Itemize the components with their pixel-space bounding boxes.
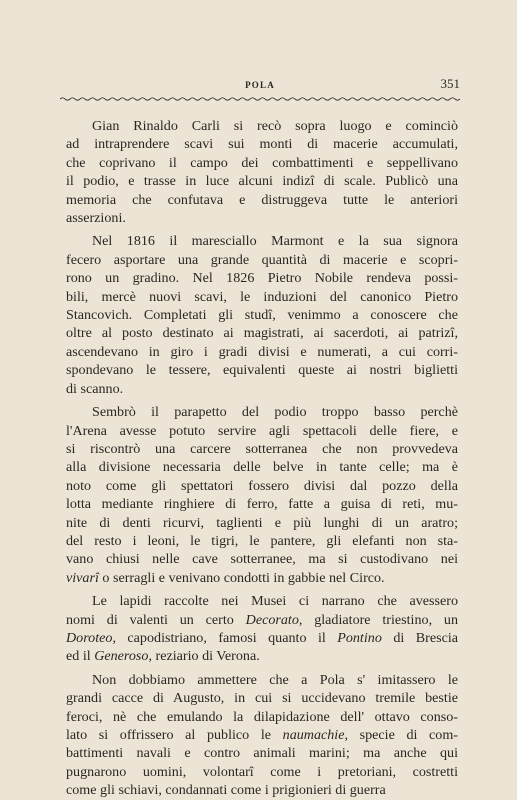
text-line: il podio, e trasse in luce alcuni indizî di scale. Publicò una [66,173,458,190]
text-line: ad intraprendere scavi sui monti di macerie accumulati, [66,136,458,153]
paragraph [66,403,458,587]
text-line: lotta mediante ringhiere di ferro, fatte a guisa di reti, mu- [66,496,458,513]
text-line: come gli schiavi, condannati come i prigionieri di guerra [66,782,386,799]
paragraph [66,671,458,800]
paragraph [66,117,458,227]
wavy-rule-ornament [60,95,460,103]
text-line: Non dobbiamo ammettere che a Pola s' imitassero le [92,671,458,688]
text-line: noto come gli spettatori fossero divisi dal pozzo della [66,477,458,494]
italic-term: Doroteo [66,629,113,646]
text-line: nite di denti ricurvi, taglienti e più lunghi di un aratro; [66,514,458,531]
text-line: oltre al posto destinato ai magistrati, ai sacerdoti, ai patrizî, [66,325,458,342]
text-line: del resto i leoni, le tigri, le pantere, gli elefanti non sta- [66,532,458,549]
text-line: grandi cacce di Augusto, in cui si uccidevano tremile bestie [66,690,458,707]
text-line [66,569,458,587]
text-line: si riscontrò una carcere sotterranea che non provvedeva [66,440,458,457]
text-line: feroci, nè che emulando la dilapidazione dell' ottavo conso- [66,708,458,725]
text-run: , reziario di Verona. [148,648,260,665]
text-line: battimenti navali e contro animali marini; ma anche qui [66,745,458,762]
text-line: vano chiusi nelle cave sotterranee, ma si custodivano nei [66,551,458,568]
italic-term: Pontino [337,629,382,646]
text-run: di Brescia [381,629,458,646]
text-line: Stancovich. Completati gli studî, venimmo a conoscere che [66,307,458,324]
text-line: spondevano le tessere, equivalenti queste ai nostri biglietti [66,362,458,379]
text-line [66,647,458,665]
text-run: lato si offrissero al publico le [66,727,283,743]
text-line: alla divisione necessaria delle belve in tante celle; ma è [66,459,458,476]
paragraph [66,232,458,398]
text-run: , gladiatore triestino, un [298,611,459,628]
text-line: Sembrò il parapetto del podio troppo basso perchè [92,404,458,421]
text-run: o serragli e venivano condotti in gabbie nel Circo. [98,569,385,586]
text-line: asserzioni. [66,210,126,227]
text-line: fecero asportare una grande quantità di macerie e scopri- [66,251,458,268]
text-line [66,726,458,744]
italic-term: Decorato [245,611,299,628]
italic-term: Generoso [94,648,149,665]
body-text [66,117,458,800]
running-head [60,76,460,96]
text-line: Nel 1816 il maresciallo Marmont e la sua signora [92,233,458,250]
text-line: che coprivano il campo dei combattimenti e seppellivano [66,154,458,171]
text-run: , specie di com- [344,727,459,743]
text-line [66,629,458,647]
text-line: Le lapidi raccolte nei Musei ci narrano che avessero [92,593,458,610]
text-line: rono un gradino. Nel 1826 Pietro Nobile rendeva possi- [66,270,458,287]
text-line: bili, mercè nuovi scavi, le induzioni del canonico Pietro [66,288,458,305]
text-line [66,611,458,629]
text-line: di scanno. [66,380,124,397]
paragraph [66,592,458,666]
text-run: nomi di valenti un certo [66,611,246,628]
running-title: POLA [245,80,275,90]
text-line: Gian Rinaldo Carli si recò sopra luogo e cominciò [92,118,458,134]
page-number: 351 [440,76,460,91]
text-line: ascendevano in giro i gradi divisi e numerati, a cui corri- [66,343,458,360]
italic-term: naumachie [282,727,345,743]
text-run: ed il [66,648,95,665]
text-line: l'Arena avesse potuto servire agli spettacoli delle fiere, e [66,422,458,439]
italic-term: vivarî [66,569,99,586]
text-run: , capodistriano, famosi quanto il [112,629,338,646]
text-line: pugnarono uomini, volontarî come i pretoriani, costretti [66,763,458,780]
text-line: memoria che confutava e distruggeva tutte le anteriori [66,191,458,208]
